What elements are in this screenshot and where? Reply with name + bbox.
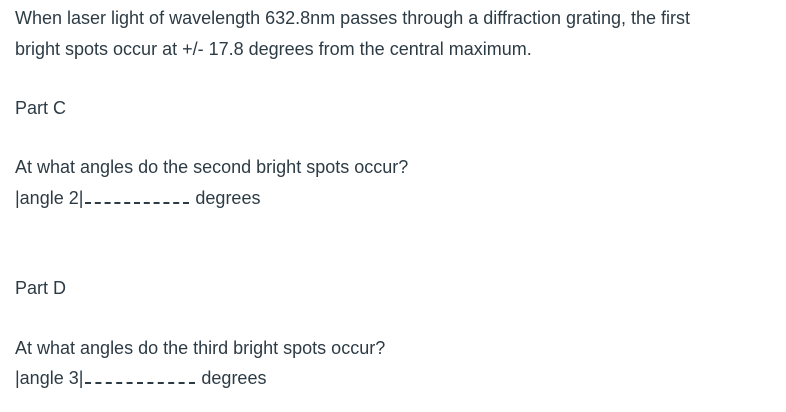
part-d-answer-label: |angle 3| <box>15 368 84 388</box>
part-d-question: At what angles do the third bright spots occur? <box>15 338 386 358</box>
part-c-question: At what angles do the second bright spots occur? <box>15 157 409 177</box>
angle-3-answer-blank[interactable] <box>85 368 195 384</box>
part-c-answer-row <box>15 186 260 210</box>
part-c-answer-label: |angle 2| <box>15 188 84 208</box>
angle-2-answer-blank[interactable] <box>85 188 189 204</box>
part-d-heading: Part D <box>15 278 67 298</box>
intro-line-2: bright spots occur at +/- 17.8 degrees from the central maximum. <box>15 39 532 59</box>
part-c-heading: Part C <box>15 98 67 118</box>
part-c-unit: degrees <box>195 188 261 208</box>
part-d-unit: degrees <box>201 368 267 388</box>
part-d-answer-row <box>15 366 266 390</box>
intro-line-1: When laser light of wavelength 632.8nm passes through a diffraction grating, the first <box>15 8 691 28</box>
